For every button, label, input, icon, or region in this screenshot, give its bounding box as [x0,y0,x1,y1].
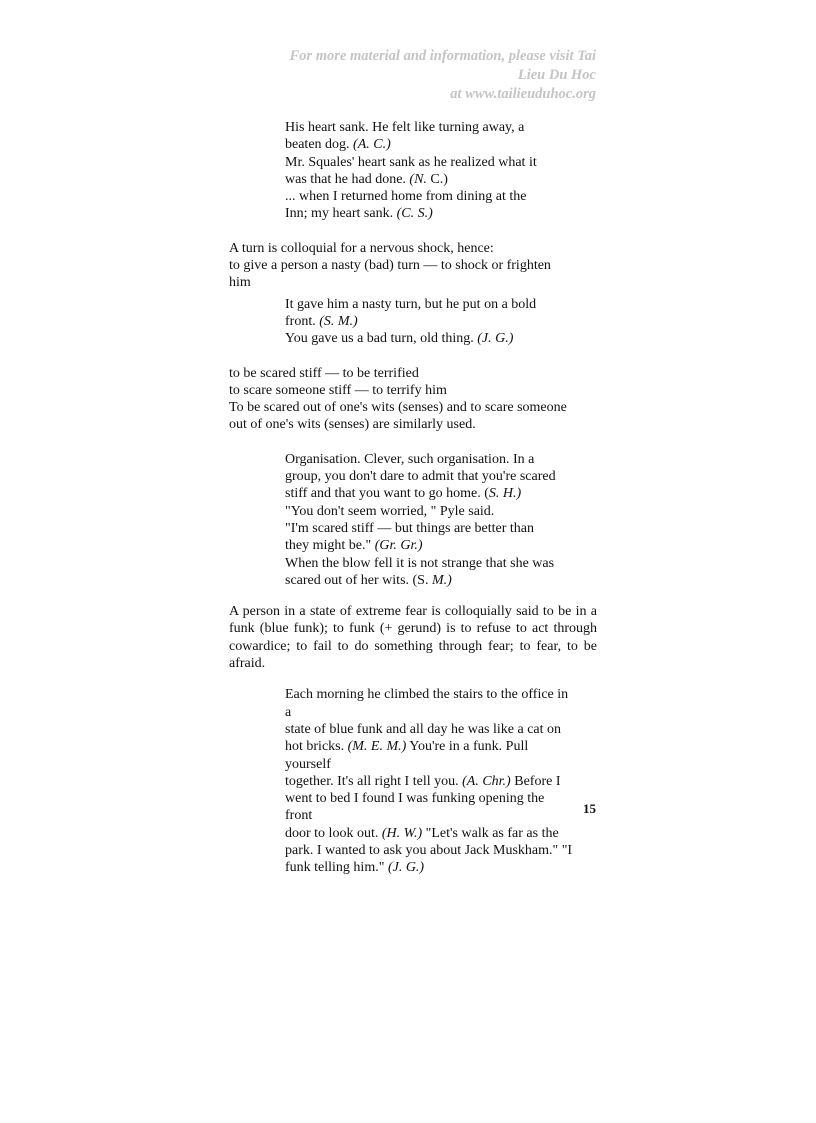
quote-text: Before I [510,773,561,789]
quote-line [285,154,575,171]
source-citation: (M. E. M.) [347,739,407,755]
quote-line [285,136,575,153]
quote-line [285,171,575,188]
quote-line [285,205,575,222]
source-citation: M.) [431,572,452,588]
header-line-3: at www.tailieuduhoc.org [450,86,596,102]
body-text-paragraph: A person in a state of extreme fear is colloquially said to be in a funk (blue funk); to funk (+ gerund) is to refuse to act through cowardice; to fail to do something through fear; to fear, to be afraid. [229,604,597,672]
quote-text: they might be." [285,538,375,554]
quote-text: When the blow fell it is not strange that she was [285,555,555,571]
source-citation: (Gr. Gr.) [374,538,423,554]
quote-line [285,119,575,136]
source-citation: (N. [409,171,427,187]
quote-line [285,738,575,773]
watermark-header [230,47,596,104]
source-citation: (A. Chr.) [462,773,511,789]
quote-text: park. I wanted to ask you about Jack Muskham." "I [285,842,573,858]
quote-line [285,188,575,205]
body-text-line: to scare someone stiff — to terrify him [229,382,447,398]
header-line-1: For more material and information, please visit Tai [289,48,596,64]
quote-block-heart-sank [285,119,575,223]
quote-text: stiff and that you want to go home. ( [285,486,489,502]
quote-text: went to bed I found I was funking opening the front [285,791,545,824]
quote-line [285,842,575,859]
quote-text: It gave him a nasty turn, but he put on a bold [285,296,537,312]
quote-text: Inn; my heart sank. [285,206,397,222]
quote-text: His heart sank. He felt like turning away, a [285,120,525,135]
quote-text: beaten dog. [285,137,354,153]
quote-line [285,825,575,842]
quote-text: scared out of her wits. (S. [285,572,432,588]
quote-text: Mr. Squales' heart sank as he realized what it [285,154,537,170]
source-citation: (A. C.) [353,137,391,153]
page-number: 15 [583,801,596,816]
quote-line [285,520,575,537]
quote-text: "I'm scared stiff — but things are better than [285,520,535,536]
quote-line [285,313,575,330]
body-text-line: him [229,275,251,291]
quote-block-turn [285,296,575,348]
body-text-line: to be scared stiff — to be terrified [229,365,419,381]
quote-text: door to look out. [285,825,382,841]
source-citation: C.) [426,171,448,187]
quote-text: was that he had done. [285,171,410,187]
source-citation: (C. S.) [396,206,433,222]
source-citation: (J. G.) [477,331,514,347]
quote-text: group, you don't dare to admit that you're scared [285,469,556,485]
quote-line [285,790,575,825]
header-line-2: Lieu Du Hoc [517,67,596,83]
source-citation: (J. G.) [387,860,425,876]
quote-block-scared [285,451,575,589]
quote-line [285,485,575,502]
quote-line [285,572,575,589]
quote-text: "Let's walk as far as the [422,825,559,841]
quote-line [285,537,575,554]
page-body [229,119,597,877]
quote-line [285,686,575,721]
quote-line [285,721,575,738]
paragraph-funk [229,603,597,672]
quote-line [285,555,575,572]
quote-line [285,503,575,520]
quote-text: You gave us a bad turn, old thing. [285,331,478,347]
quote-text: ... when I returned home from dining at the [285,189,527,205]
quote-line [285,451,575,468]
quote-text: hot bricks. [285,739,348,755]
quote-text: Organisation. Clever, such organisation. In a [285,451,535,467]
body-text-line: to give a person a nasty (bad) turn — to shock or frighten [229,258,551,274]
body-text-line: To be scared out of one's wits (senses) and to scare someone [229,400,567,416]
quote-text: front. [285,313,320,329]
quote-text: "You don't seem worried, " Pyle said. [285,503,495,519]
quote-line [285,859,575,876]
quote-line [285,468,575,485]
quote-text: together. It's all right I tell you. [285,773,463,789]
quote-text: funk telling him." [285,860,388,876]
quote-text: Each morning he climbed the stairs to the office in a [285,687,569,720]
quote-block-funk [285,686,575,876]
paragraph-turn [229,240,597,292]
quote-text: You're in a funk. Pull yourself [285,739,529,772]
source-citation: (S. M.) [319,313,358,329]
source-citation: (H. W.) [381,825,423,841]
source-citation: S. H.) [488,486,522,502]
body-text-line: A turn is colloquial for a nervous shock, hence: [229,240,494,256]
body-text-line: out of one's wits (senses) are similarly used. [229,417,476,433]
quote-text: state of blue funk and all day he was like a cat on [285,721,562,737]
quote-line [285,773,575,790]
quote-line [285,330,575,347]
paragraph-scared-stiff [229,365,597,434]
quote-line [285,296,575,313]
